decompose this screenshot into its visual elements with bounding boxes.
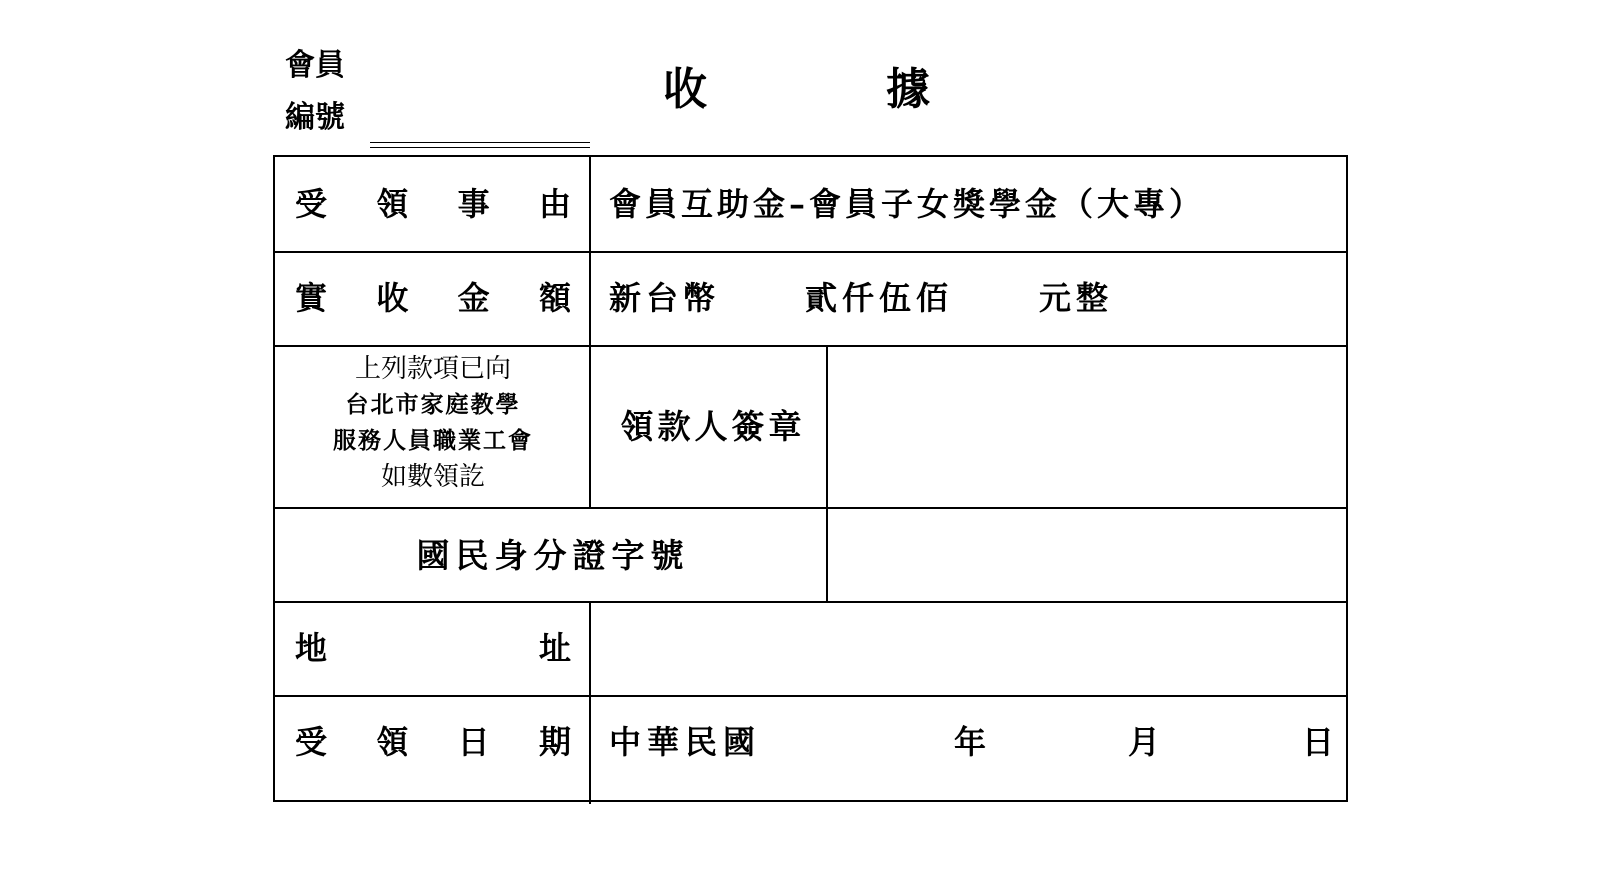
reason-label-char: 事 (457, 185, 490, 223)
reason-label-char: 領 (376, 185, 409, 223)
date-month-unit: 月 (1128, 723, 1167, 761)
member-number-label-line2: 編號 (285, 100, 345, 135)
signature-label: 領款人簽章 (620, 407, 806, 446)
member-number-label-line1: 會員 (285, 48, 345, 83)
reason-label-char: 受 (295, 185, 328, 223)
column-divider (589, 601, 591, 804)
amount-label-char: 實 (295, 279, 328, 317)
address-label (295, 628, 571, 668)
member-number-label (285, 40, 365, 144)
id-number-label: 國民身分證字號 (416, 536, 690, 575)
address-label-char: 址 (538, 629, 571, 667)
acknowledgement-line-1: 上列款項已向 (354, 354, 511, 384)
reason-label (295, 184, 571, 224)
date-label-char: 期 (538, 723, 571, 761)
reason-value: 會員互助金–會員子女獎學金（大專） (609, 185, 1206, 223)
acknowledgement-text (275, 347, 591, 509)
row-divider (275, 251, 1346, 253)
union-name-line-2: 服務人員職業工會 (333, 427, 533, 454)
address-label-char: 地 (295, 629, 328, 667)
amount-value[interactable]: 貳仟伍佰 (805, 279, 954, 317)
amount-currency: 新台幣 (609, 279, 721, 317)
union-name-line-1: 台北市家庭教學 (345, 391, 521, 418)
reason-label-char: 由 (538, 185, 571, 223)
signature-field[interactable] (831, 349, 1346, 505)
receipt-form (273, 155, 1348, 802)
address-field[interactable] (594, 605, 1346, 693)
date-label-char: 受 (295, 723, 328, 761)
row-divider (275, 695, 1346, 697)
date-label-char: 領 (376, 723, 409, 761)
date-era: 中華民國 (609, 723, 762, 761)
date-label (295, 722, 571, 762)
amount-label-char: 額 (538, 279, 571, 317)
amount-label (295, 278, 571, 318)
date-year-unit: 年 (954, 723, 993, 761)
document-title-char-1: 收 (663, 64, 707, 115)
document-title-char-2: 據 (886, 64, 930, 115)
member-number-field[interactable] (370, 142, 590, 148)
date-day-unit: 日 (1302, 723, 1341, 761)
amount-label-char: 收 (376, 279, 409, 317)
amount-label-char: 金 (457, 279, 490, 317)
date-label-char: 日 (457, 723, 490, 761)
amount-suffix: 元整 (1039, 279, 1114, 317)
id-number-field[interactable] (831, 511, 1346, 599)
acknowledgement-line-4: 如數領訖 (380, 462, 485, 492)
column-divider (826, 507, 828, 601)
